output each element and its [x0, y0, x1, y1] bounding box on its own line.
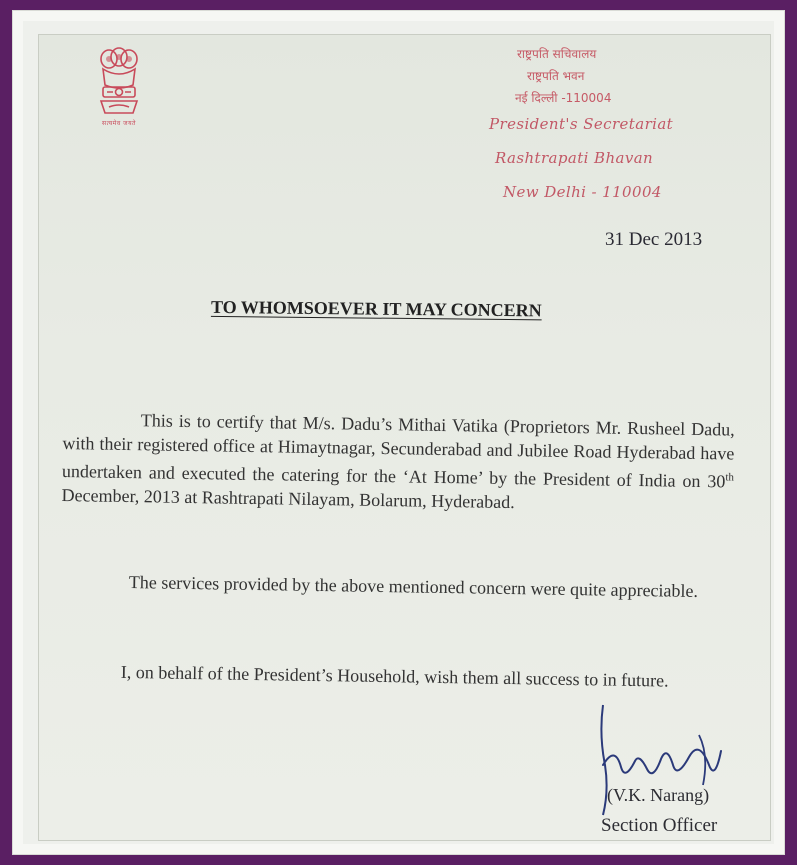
address-english-line1: President's Secretariat — [489, 115, 674, 133]
letter-heading: TO WHOMSOEVER IT MAY CONCERN — [210, 296, 542, 321]
para1-text-a: This is to certify that M/s. Dadu’s Mithai Vatika (Proprietors Mr. Rusheel Dadu, with their registered office at Himaytnagar, Secunderabad and Jubilee Road Hyderabad have undertaken and executed the catering for the ‘At Home’ by the President of India on 30 — [61, 410, 735, 492]
signatory-name: (V.K. Narang) — [607, 785, 710, 805]
para1-text-b: December, 2013 at Rashtrapati Nilayam, Bolarum, Hyderabad. — [61, 484, 515, 513]
national-emblem-icon — [95, 47, 143, 123]
emblem-motto: सत्यमेव जयते — [102, 120, 136, 127]
address-english-line2: Rashtrapati Bhavan — [495, 149, 654, 167]
para1-superscript: th — [725, 471, 735, 484]
address-hindi-line2: राष्ट्रपति भवन — [527, 69, 585, 83]
address-hindi-line1: राष्ट्रपति सचिवालय — [517, 47, 597, 61]
address-english-line3: New Delhi - 110004 — [503, 183, 662, 201]
letter-date: 31 Dec 2013 — [605, 229, 703, 250]
signatory-title: Section Officer — [601, 815, 718, 836]
body-paragraph-3: I, on behalf of the President’s Household, wish them all success to in future. — [120, 661, 669, 691]
body-paragraph-1 — [61, 407, 734, 518]
body-paragraph-2: The services provided by the above mentioned concern were quite appreciable. — [128, 572, 699, 601]
letter-document — [38, 34, 771, 841]
address-hindi-line3: नई दिल्ली -110004 — [515, 91, 612, 105]
